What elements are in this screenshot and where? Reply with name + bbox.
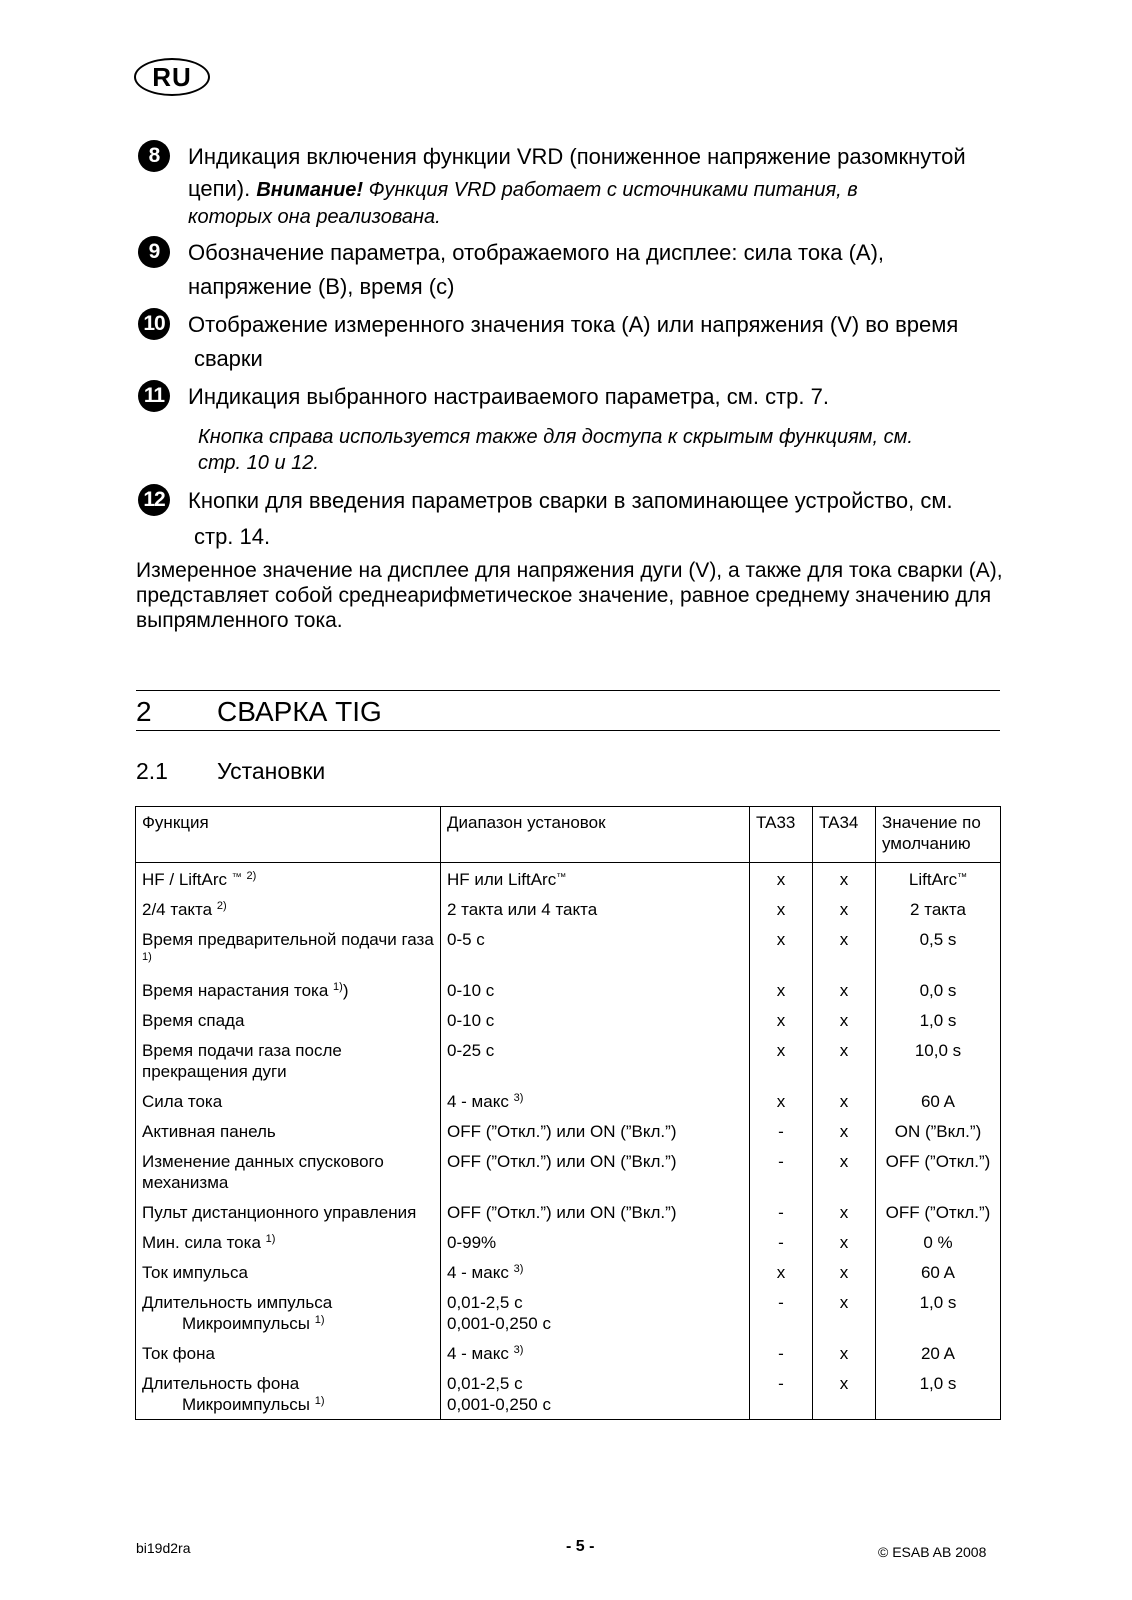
cell-range — [441, 863, 750, 895]
trademark-mark: ™ — [556, 872, 567, 883]
cell-function — [136, 1086, 441, 1116]
item-12-line1: Кнопки для введения параметров сварки в запоминающее устройство, см. — [188, 488, 953, 513]
cell-ta33: - — [750, 1338, 813, 1368]
cell-range — [441, 975, 750, 1005]
item-number-badge: 9 — [138, 236, 170, 268]
trademark-mark: ™ — [231, 872, 242, 883]
item-number-badge: 10 — [138, 308, 170, 340]
range-value: 4 - макс — [447, 1263, 509, 1282]
table-row — [136, 1116, 1001, 1146]
range-value: 2 такта или 4 такта — [447, 900, 598, 919]
default-value: 60 A — [920, 1092, 956, 1111]
table-row — [136, 1146, 1001, 1197]
table-row — [136, 1035, 1001, 1086]
footnote-ref: 1) — [265, 1233, 276, 1245]
cell-ta34: x — [813, 1035, 876, 1086]
cell-ta34: x — [813, 1287, 876, 1338]
cell-ta34: x — [813, 1197, 876, 1227]
function-suffix: ) — [342, 981, 349, 1000]
function-subitem — [142, 1394, 434, 1415]
subsection-title: Установки — [217, 758, 326, 784]
cell-default — [876, 1035, 1001, 1086]
cell-ta33: - — [750, 1146, 813, 1197]
table-row — [136, 1338, 1001, 1368]
range-value: OFF (”Откл.”) или ON (”Вкл.”) — [447, 1152, 677, 1171]
cell-range — [441, 1116, 750, 1146]
item-number-badge: 8 — [138, 140, 170, 172]
item-11-note2: стр. 10 и 12. — [198, 452, 319, 474]
cell-default — [876, 1197, 1001, 1227]
range-value: 4 - макс — [447, 1344, 509, 1363]
default-value: 0,0 s — [919, 981, 957, 1000]
cell-default — [876, 894, 1001, 924]
table-row — [136, 1257, 1001, 1287]
table-row — [136, 1227, 1001, 1257]
cell-ta33: - — [750, 1368, 813, 1420]
cell-default — [876, 1287, 1001, 1338]
cell-range — [441, 1287, 750, 1338]
cell-range — [441, 1197, 750, 1227]
trademark-mark: ™ — [957, 872, 968, 883]
range-value: 0-10 с — [447, 981, 495, 1000]
cell-function — [136, 1035, 441, 1086]
default-value: LiftArc — [908, 870, 958, 889]
footnote-ref: 1) — [142, 951, 152, 963]
cell-ta33: x — [750, 1035, 813, 1086]
cell-ta34: x — [813, 1086, 876, 1116]
cell-function — [136, 1257, 441, 1287]
default-value: 0,5 s — [919, 930, 957, 949]
item-number-badge: 11 — [138, 380, 170, 412]
item-8-warning: Внимание! — [256, 179, 364, 201]
range-value: 0,01-2,5 с — [447, 1293, 523, 1312]
function-name: HF / LiftArc — [142, 870, 228, 889]
cell-ta33: x — [750, 1086, 813, 1116]
section-rule-top — [136, 690, 1000, 691]
cell-function — [136, 1005, 441, 1035]
cell-ta34: x — [813, 1368, 876, 1420]
cell-ta33: x — [750, 1005, 813, 1035]
default-value: 60 A — [920, 1263, 956, 1282]
cell-function — [136, 1338, 441, 1368]
item-8-line2 — [188, 174, 1008, 205]
cell-function — [136, 924, 441, 975]
table-body — [136, 863, 1001, 1420]
cell-ta33: - — [750, 1116, 813, 1146]
function-name: Пульт дистанционного управления — [142, 1203, 417, 1222]
cell-ta34: x — [813, 1257, 876, 1287]
default-value: 0 % — [923, 1233, 953, 1252]
language-code: RU — [152, 61, 192, 92]
language-badge — [134, 58, 210, 96]
cell-default — [876, 975, 1001, 1005]
table-header-row — [136, 807, 1001, 863]
cell-default — [876, 1086, 1001, 1116]
table-row — [136, 924, 1001, 975]
footer-page-number: - 5 - — [566, 1538, 595, 1555]
cell-ta34: x — [813, 975, 876, 1005]
default-value: 10,0 s — [914, 1041, 962, 1060]
function-name: Длительность импульса — [142, 1293, 333, 1312]
cell-range — [441, 1146, 750, 1197]
function-subitem-name: Микроимпульсы — [182, 1314, 311, 1333]
range-value: 0-99% — [447, 1233, 497, 1252]
cell-function — [136, 1116, 441, 1146]
header-function: Функция — [136, 807, 441, 863]
table-row — [136, 1005, 1001, 1035]
cell-range — [441, 1338, 750, 1368]
function-name: Время нарастания тока — [142, 981, 329, 1000]
range-value: OFF (”Откл.”) или ON (”Вкл.”) — [447, 1122, 677, 1141]
item-12-line2: стр. 14. — [194, 524, 271, 549]
function-name: Ток импульса — [142, 1263, 248, 1282]
cell-function — [136, 863, 441, 895]
default-value: 20 A — [920, 1344, 956, 1363]
body-paragraph: Измеренное значение на дисплее для напряжения дуги (V), а также для тока сварки (A), представляет собой среднеарифметическое значение, равное среднему значению для выпрямленного тока. — [136, 559, 1003, 632]
cell-ta33: - — [750, 1227, 813, 1257]
range-value: 0,01-2,5 с — [447, 1374, 523, 1393]
subsection-number: 2.1 — [136, 758, 168, 784]
range-value: HF или LiftArc — [447, 870, 557, 889]
default-value: 2 такта — [910, 900, 966, 919]
cell-default — [876, 1116, 1001, 1146]
cell-ta34: x — [813, 894, 876, 924]
cell-default — [876, 1227, 1001, 1257]
table-row — [136, 1086, 1001, 1116]
item-number-badge: 12 — [138, 484, 170, 516]
cell-range — [441, 924, 750, 975]
footer-copyright: © ESAB AB 2008 — [878, 1544, 987, 1560]
footnote-ref: 1) — [314, 1395, 325, 1407]
table-row — [136, 1197, 1001, 1227]
cell-function — [136, 894, 441, 924]
footnote-ref: 1) — [314, 1314, 325, 1326]
cell-ta33: x — [750, 1257, 813, 1287]
function-name: Время спада — [142, 1011, 245, 1030]
header-range: Диапазон установок — [441, 807, 750, 863]
function-name: Время подачи газа после прекращения дуги — [142, 1041, 342, 1081]
item-10-line1: Отображение измеренного значения тока (A) или напряжения (V) во время — [188, 312, 959, 337]
cell-range — [441, 1035, 750, 1086]
default-value: OFF (”Откл.”) — [885, 1203, 991, 1222]
range-value: 0-25 с — [447, 1041, 495, 1060]
function-subitem-name: Микроимпульсы — [182, 1395, 311, 1414]
range-value: 0-10 с — [447, 1011, 495, 1030]
table-row — [136, 863, 1001, 895]
cell-range — [441, 894, 750, 924]
cell-ta34: x — [813, 863, 876, 895]
cell-function — [136, 1227, 441, 1257]
cell-ta34: x — [813, 1227, 876, 1257]
item-8-note: Функция VRD работает с источниками питания, в — [363, 179, 858, 201]
item-11-note1: Кнопка справа используется также для доступа к скрытым функциям, см. — [198, 426, 913, 448]
settings-table — [135, 806, 1001, 1420]
cell-default — [876, 924, 1001, 975]
section-rule-bottom — [136, 730, 1000, 731]
cell-ta33: x — [750, 924, 813, 975]
cell-ta33: - — [750, 1287, 813, 1338]
cell-default — [876, 1338, 1001, 1368]
cell-function — [136, 1368, 441, 1420]
item-9-line2: напряжение (В), время (с) — [188, 274, 455, 299]
cell-function — [136, 1287, 441, 1338]
range-subitem: 0,001-0,250 с — [447, 1395, 551, 1414]
footnote-ref: 3) — [513, 1344, 524, 1356]
function-name: Мин. сила тока — [142, 1233, 261, 1252]
item-9-line1: Обозначение параметра, отображаемого на дисплее: сила тока (А), — [188, 240, 885, 265]
default-value: ON (”Вкл.”) — [894, 1122, 982, 1141]
function-name: Ток фона — [142, 1344, 215, 1363]
footnote-ref: 3) — [513, 1092, 524, 1104]
cell-range — [441, 1227, 750, 1257]
cell-default — [876, 1146, 1001, 1197]
footnote-ref: 2) — [216, 900, 227, 912]
default-value: OFF (”Откл.”) — [885, 1152, 991, 1171]
cell-function — [136, 975, 441, 1005]
cell-default — [876, 863, 1001, 895]
range-value: 4 - макс — [447, 1092, 509, 1111]
function-name: Изменение данных спускового механизма — [142, 1152, 384, 1192]
function-name: 2/4 такта — [142, 900, 213, 919]
cell-function — [136, 1197, 441, 1227]
cell-range — [441, 1086, 750, 1116]
cell-ta34: x — [813, 1338, 876, 1368]
footer-doc-code: bi19d2ra — [136, 1540, 191, 1556]
item-8-line1: Индикация включения функции VRD (пониженное напряжение разомкнутой — [188, 144, 966, 169]
footnote-ref: 1) — [333, 981, 343, 993]
cell-range — [441, 1368, 750, 1420]
range-value: OFF (”Откл.”) или ON (”Вкл.”) — [447, 1203, 677, 1222]
cell-ta34: x — [813, 924, 876, 975]
cell-default — [876, 1005, 1001, 1035]
function-name: Длительность фона — [142, 1374, 300, 1393]
item-8-prefix: цепи). — [188, 176, 257, 201]
range-subitem: 0,001-0,250 с — [447, 1314, 551, 1333]
cell-ta33: x — [750, 894, 813, 924]
cell-ta33: - — [750, 1197, 813, 1227]
table-row — [136, 1287, 1001, 1338]
function-name: Активная панель — [142, 1122, 276, 1141]
cell-default — [876, 1368, 1001, 1420]
cell-range — [441, 1257, 750, 1287]
function-subitem — [142, 1313, 434, 1334]
table-row — [136, 894, 1001, 924]
default-value: 1,0 s — [919, 1293, 957, 1312]
default-value: 1,0 s — [919, 1374, 957, 1393]
item-11-line1: Индикация выбранного настраиваемого параметра, см. стр. 7. — [188, 384, 829, 409]
table-row — [136, 1368, 1001, 1420]
cell-ta33: x — [750, 863, 813, 895]
cell-range — [441, 1005, 750, 1035]
footnote-ref: 2) — [246, 870, 257, 882]
cell-ta34: x — [813, 1116, 876, 1146]
cell-default — [876, 1257, 1001, 1287]
cell-function — [136, 1146, 441, 1197]
cell-ta33: x — [750, 975, 813, 1005]
section-title: СВАРКА TIG — [217, 696, 382, 727]
cell-ta34: x — [813, 1146, 876, 1197]
function-name: Время предварительной подачи газа — [142, 930, 434, 949]
section-number: 2 — [136, 696, 152, 727]
header-default: Значение по умолчанию — [876, 807, 1001, 863]
range-value: 0-5 с — [447, 930, 485, 949]
cell-ta34: x — [813, 1005, 876, 1035]
default-value: 1,0 s — [919, 1011, 957, 1030]
header-ta33: TA33 — [750, 807, 813, 863]
item-10-line2: сварки — [194, 346, 263, 371]
item-8-line3: которых она реализована. — [188, 206, 441, 228]
header-ta34: TA34 — [813, 807, 876, 863]
table-row — [136, 975, 1001, 1005]
footnote-ref: 3) — [513, 1263, 524, 1275]
function-name: Сила тока — [142, 1092, 223, 1111]
